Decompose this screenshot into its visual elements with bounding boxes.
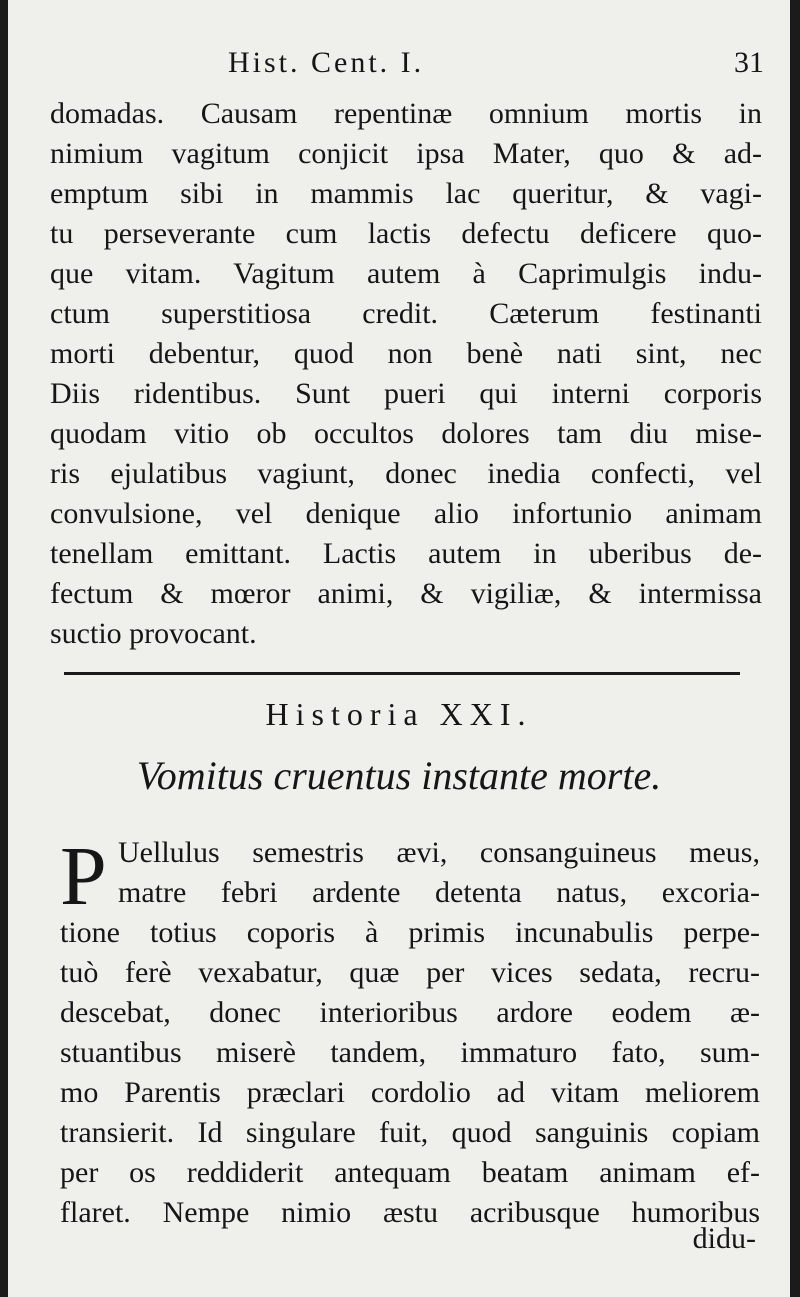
text-line: convulsione, vel denique alio infortunio animam <box>50 497 762 530</box>
catchword: didu- <box>692 1222 756 1255</box>
text-line: morti debentur, quod non benè nati sint, nec <box>50 337 762 370</box>
text-line: flaret. Nempe nimio æstu acribusque humoribus <box>60 1196 760 1229</box>
text-line: descebat, donec interioribus ardore eodem æ- <box>60 996 760 1029</box>
section-divider <box>64 672 740 675</box>
page-header <box>8 46 790 86</box>
preceding-text <box>50 94 762 654</box>
text-line: fectum & mœror animi, & vigiliæ, & intermissa <box>50 577 762 610</box>
text-line: transierit. Id singulare fuit, quod sanguinis copiam <box>60 1116 760 1149</box>
text-line: tuò ferè vexabatur, quæ per vices sedata, recru- <box>60 956 760 989</box>
chapter-heading: Historia XXI. <box>265 696 533 732</box>
text-line: Uellulus semestris ævi, consanguineus meus, <box>118 836 760 869</box>
text-line: stuantibus miserè tandem, immaturo fato, sum- <box>60 1036 760 1069</box>
running-title: Hist. Cent. I. <box>228 46 425 79</box>
text-line: ctum superstitiosa credit. Cæterum festinanti <box>50 297 762 330</box>
text-line: nimium vagitum conjicit ipsa Mater, quo & ad- <box>50 137 762 170</box>
page-number: 31 <box>734 46 764 79</box>
text-line: per os reddiderit antequam beatam animam ef- <box>60 1156 760 1189</box>
text-line: quodam vitio ob occultos dolores tam diu mise- <box>50 417 762 450</box>
text-line: domadas. Causam repentinæ omnium mortis in <box>50 97 762 130</box>
text-line: ris ejulatibus vagiunt, donec inedia confecti, vel <box>50 457 762 490</box>
text-line: mo Parentis præclari cordolio ad vitam meliorem <box>60 1076 760 1109</box>
text-line: tu perseverante cum lactis defectu deficere quo- <box>50 217 762 250</box>
text-line: tione totius coporis à primis incunabulis perpe- <box>60 916 760 949</box>
history-text <box>60 830 760 1233</box>
text-line: tenellam emittant. Lactis autem in uberibus de- <box>50 537 762 570</box>
book-page <box>8 0 790 1297</box>
text-line: matre febri ardente detenta natus, excoria- <box>118 876 760 909</box>
drop-cap: P <box>60 830 107 923</box>
chapter-subtitle: Vomitus cruentus instante morte. <box>136 753 662 798</box>
text-line: Diis ridentibus. Sunt pueri qui interni corporis <box>50 377 762 410</box>
text-line: que vitam. Vagitum autem à Caprimulgis indu- <box>50 257 762 290</box>
text-line: suctio provocant. <box>50 617 257 650</box>
text-line: emptum sibi in mammis lac queritur, & vagi- <box>50 177 762 210</box>
